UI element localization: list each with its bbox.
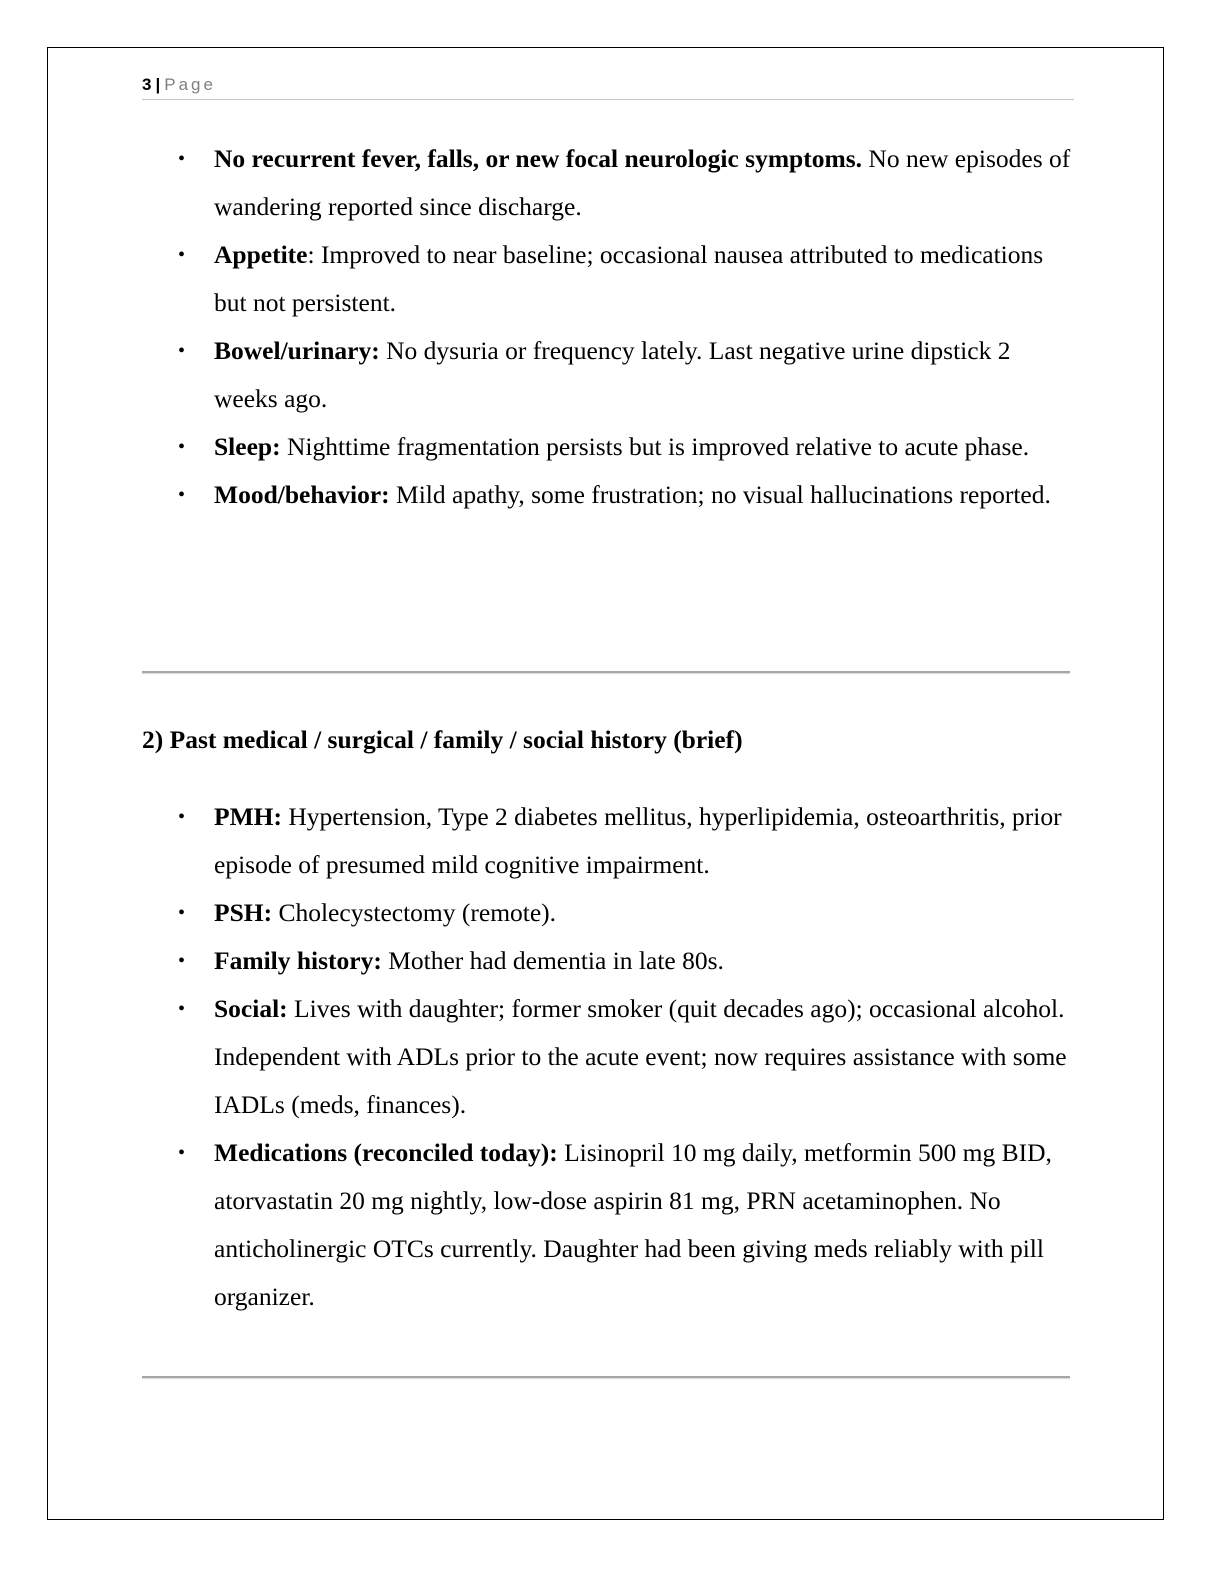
item-label: Appetite [214, 240, 308, 269]
section-divider [142, 1376, 1070, 1378]
bullet-icon: • [178, 148, 186, 170]
list-item [142, 327, 1072, 423]
bullet-icon: • [178, 950, 186, 972]
page-number: 3 [142, 75, 152, 94]
item-text: No dysuria or frequency lately. Last negative urine dipstick 2 weeks ago. [214, 336, 1011, 413]
list-item [142, 889, 1072, 937]
item-label: Sleep: [214, 432, 281, 461]
list-item [142, 1129, 1072, 1321]
item-text: Mother had dementia in late 80s. [381, 946, 724, 975]
item-text: No new episodes of wandering reported since discharge. [214, 144, 1071, 221]
bullet-icon: • [178, 998, 186, 1020]
bullet-icon: • [178, 902, 186, 924]
bullet-icon: • [178, 340, 186, 362]
item-label: Medications (reconciled today): [214, 1138, 558, 1167]
item-text: Hypertension, Type 2 diabetes mellitus, hyperlipidemia, osteoarthritis, prior episode of presumed mild cognitive impairment. [214, 802, 1062, 879]
history-list [142, 793, 1072, 1321]
bullet-icon: • [178, 806, 186, 828]
list-item [142, 793, 1072, 889]
bullet-icon: • [178, 1142, 186, 1164]
bullet-icon: • [178, 436, 186, 458]
item-text: Mild apathy, some frustration; no visual hallucinations reported. [389, 480, 1051, 509]
item-label: PMH: [214, 802, 282, 831]
item-text: Lives with daughter; former smoker (quit decades ago); occasional alcohol. Independent with ADLs prior to the acute event; now requires assistance with some IADLs (meds, finances). [214, 994, 1067, 1119]
item-text: : Improved to near baseline; occasional nausea attributed to medications but not persistent. [214, 240, 1044, 317]
item-label: Social: [214, 994, 288, 1023]
item-label: Mood/behavior: [214, 480, 390, 509]
item-label: PSH: [214, 898, 273, 927]
item-text: Nighttime fragmentation persists but is improved relative to acute phase. [280, 432, 1030, 461]
list-item [142, 135, 1072, 231]
item-label: No recurrent fever, falls, or new focal neurologic symptoms. [214, 144, 863, 173]
list-item [142, 231, 1072, 327]
item-label: Family history: [214, 946, 382, 975]
list-item [142, 985, 1072, 1129]
section-heading: 2) Past medical / surgical / family / social history (brief) [142, 725, 743, 754]
header-separator: | [155, 75, 161, 94]
section-divider [142, 671, 1070, 673]
list-item [142, 937, 1072, 985]
item-label: Bowel/urinary: [214, 336, 380, 365]
page-header [142, 73, 1074, 100]
item-text: Cholecystectomy (remote). [272, 898, 557, 927]
page-label: Page [164, 75, 216, 94]
bullet-icon: • [178, 244, 186, 266]
symptom-list [142, 135, 1072, 519]
item-text: Lisinopril 10 mg daily, metformin 500 mg BID, atorvastatin 20 mg nightly, low-dose aspirin 81 mg, PRN acetaminophen. No anticholinergic OTCs currently. Daughter had been giving meds reliably with pill organizer. [214, 1138, 1052, 1311]
list-item [142, 471, 1072, 519]
bullet-icon: • [178, 484, 186, 506]
list-item [142, 423, 1072, 471]
